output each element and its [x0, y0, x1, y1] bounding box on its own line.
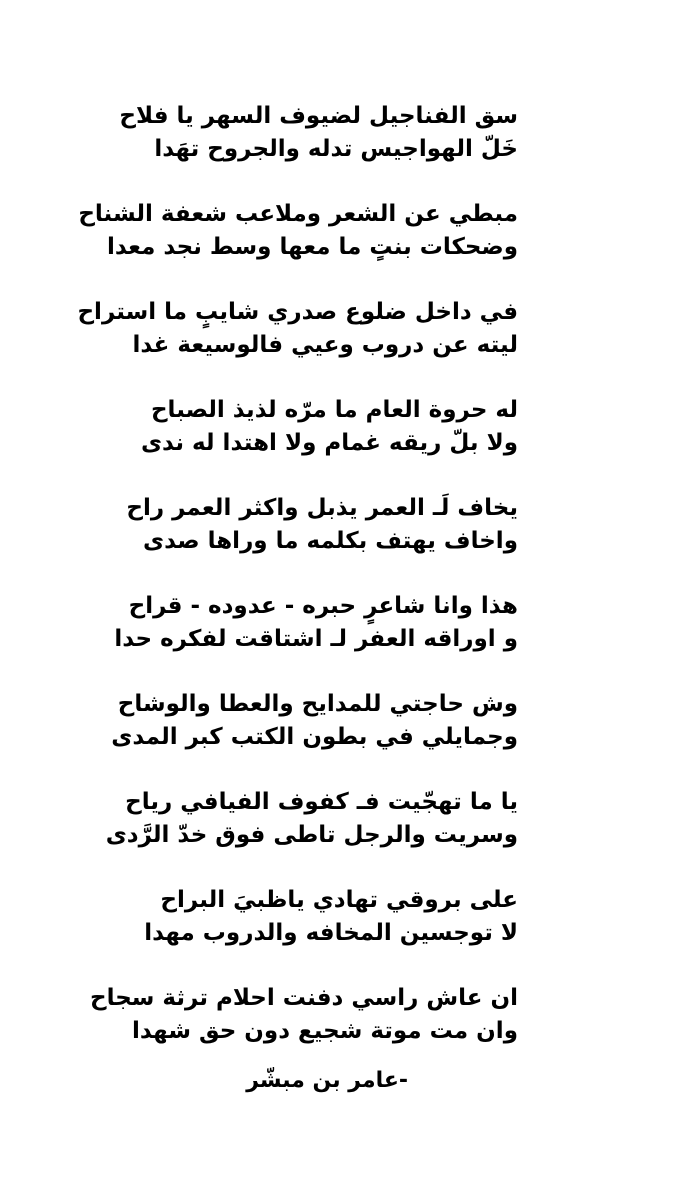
verse-line: سق الفناجيل لضيوف السهر يا فلاح	[119, 103, 518, 129]
verse-line: وش حاجتي للمدايح والعطا والوشاح	[117, 691, 518, 717]
verse-line: و اوراقه العفر لـ اشتاقت لفكره حدا	[114, 626, 518, 652]
stanza	[0, 394, 675, 492]
stanza	[0, 296, 675, 394]
verse-line: يا ما تهجّيت فـ كفوف الفيافي رياح	[125, 789, 518, 815]
verse-line: وسريت والرجل تاطى فوق خدّ الرَّدى	[105, 822, 518, 848]
stanza	[0, 198, 675, 296]
verse-line: مبطي عن الشعر وملاعب شعفة الشناح	[78, 201, 518, 227]
stanza	[0, 688, 675, 786]
stanza	[0, 492, 675, 590]
poet-signature: -عامر بن مبشّر	[246, 1068, 408, 1093]
verse-line: ان عاش راسي دفنت احلام ترثة سجاح	[90, 985, 518, 1011]
verse-line: وجمايلي في بطون الكتب كبر المدى	[111, 724, 518, 750]
stanza	[0, 884, 675, 982]
verse-line: في داخل ضلوع صدري شايبٍ ما استراح	[77, 299, 518, 325]
verse-line: لا توجسين المخافه والدروب مهدا	[144, 920, 518, 946]
verse-line: ولا بلّ ريقه غمام ولا اهتدا له ندى	[140, 430, 518, 456]
verse-line: خَلّ الهواجيس تدله والجروح تهَدا	[154, 136, 518, 162]
verse-line: هذا وانا شاعرٍ حبره - عدوده - قراح	[128, 593, 518, 619]
verse-line: ليته عن دروب وعيي فالوسيعة غدا	[132, 332, 518, 358]
verse-line: وضحكات بنتٍ ما معها وسط نجد معدا	[107, 234, 518, 260]
poem-body	[0, 100, 675, 1080]
verse-line: له حروة العام ما مرّه لذيذ الصباح	[150, 397, 518, 423]
stanza	[0, 590, 675, 688]
stanza	[0, 100, 675, 198]
verse-line: يخاف لَـ العمر يذبل واكثر العمر راح	[126, 495, 518, 521]
verse-line: وان مت موتة شجيع دون حق شهدا	[132, 1018, 518, 1044]
stanza	[0, 786, 675, 884]
verse-line: واخاف يهتف بكلمه ما وراها صدى	[143, 528, 518, 554]
verse-line: على بروقي تهادي ياظبيَ البراح	[160, 887, 518, 913]
